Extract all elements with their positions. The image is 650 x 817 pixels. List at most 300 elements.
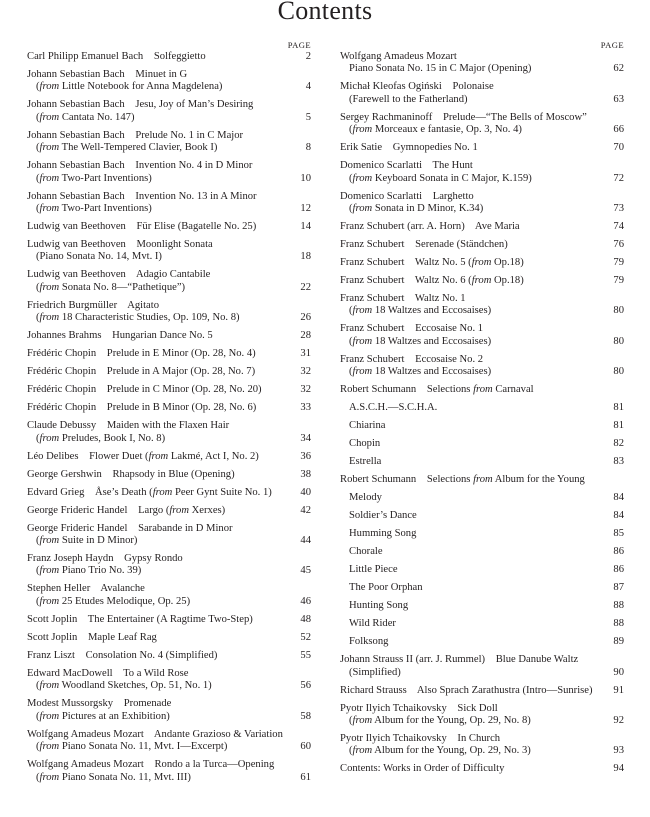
entry-source-line: (from Piano Sonata No. 11, Mvt. I—Excerpt) [36, 741, 228, 753]
toc-entry[interactable] [27, 650, 311, 662]
toc-entry[interactable] [27, 366, 311, 378]
page-number: 58 [300, 710, 311, 722]
page-number: 46 [300, 595, 311, 607]
work-title: Sick Doll [457, 702, 498, 714]
composer: Frédéric Chopin [27, 366, 97, 378]
sub-entry-title: Soldier’s Dance [349, 510, 417, 522]
heading-text: Selections [426, 384, 471, 396]
toc-entry[interactable] [340, 685, 624, 697]
source-title: Sonata in D Minor, K.34) [374, 203, 484, 215]
page-number: 34 [300, 432, 311, 444]
entry-title-line [340, 323, 594, 335]
section-schumann-carnaval [340, 384, 624, 468]
from-label: from [39, 312, 60, 324]
composer: Pyotr Ilyich Tchaikovsky [340, 733, 447, 745]
composer: Ludwig van Beethoven [27, 269, 126, 281]
work-title: Largo ( [138, 504, 170, 516]
entry-title-line [340, 51, 594, 63]
source-title: 18 Characteristic Studies, Op. 109, No. 8) [61, 312, 240, 324]
heading-text: Selections [426, 474, 471, 486]
work-title: Solfeggietto [153, 51, 206, 62]
entry-title-line [340, 112, 594, 124]
composer: Michał Kleofas Ogiński [340, 81, 442, 93]
source-title: Cantata No. 147) [61, 111, 135, 123]
toc-sub-entry[interactable] [349, 564, 624, 576]
entry-title-line [27, 366, 281, 378]
entry-title-line [27, 487, 281, 499]
sub-entry-list [340, 402, 624, 468]
composer: Wolfgang Amadeus Mozart [340, 51, 457, 62]
source-title: Little Notebook for Anna Magdelena) [61, 81, 223, 93]
toc-entry[interactable] [27, 239, 311, 264]
toc-sub-entry[interactable] [349, 510, 624, 522]
sub-entry-title: Chopin [349, 438, 381, 450]
entry-source-line: (from Two-Part Inventions) [36, 203, 152, 215]
entry-title-line [340, 142, 594, 154]
sub-entry-title: Hunting Song [349, 600, 409, 612]
entry-title-line [27, 451, 281, 463]
composer: Scott Joplin [27, 613, 78, 625]
sub-entry-list [340, 492, 624, 648]
composer: Franz Schubert [340, 275, 405, 287]
toc-entry[interactable] [340, 733, 624, 758]
section-heading[interactable] [340, 384, 624, 396]
page-number: 84 [613, 510, 624, 522]
entry-source-line: (from Suite in D Minor) [36, 535, 138, 547]
source-title: Woodland Sketches, Op. 51, No. 1) [61, 680, 212, 692]
sub-entry-title: Chiarina [349, 420, 386, 432]
page-number: 61 [300, 771, 311, 783]
work-source: Lakmé, Act I, No. 2) [170, 450, 259, 462]
composer: Franz Liszt [27, 649, 75, 661]
work-title: Waltz No. 1 [414, 293, 466, 305]
toc-entry[interactable] [340, 354, 624, 379]
entry-source-line [340, 94, 594, 106]
composer: Friedrich Burgmüller [27, 299, 118, 311]
work-title: Sarabande in D Minor [138, 522, 233, 534]
work-title: The Hunt [432, 160, 473, 172]
page-number: 55 [300, 649, 311, 661]
composer: Domenico Scarlatti [340, 160, 423, 172]
page-number: 44 [300, 535, 311, 547]
toc-entry[interactable] [27, 451, 311, 463]
entry-title-line [27, 650, 281, 662]
from-label: from [39, 142, 60, 154]
page-number: 12 [300, 203, 311, 215]
work-title: Prelude No. 1 in C Major [135, 129, 244, 141]
page-number: 85 [613, 528, 624, 540]
page-number: 62 [613, 63, 624, 75]
entry-title-line [27, 505, 281, 517]
page-number: 90 [613, 666, 624, 678]
work-title: Åse’s Death ( [95, 486, 153, 498]
entry-source-line: (from Cantata No. 147) [36, 111, 135, 123]
work-title: Consolation No. 4 (Simplified) [85, 649, 218, 661]
from-label: from [39, 81, 60, 93]
composer: Domenico Scarlatti [340, 190, 423, 202]
toc-entry[interactable] [340, 275, 624, 287]
composer: Ludwig van Beethoven [27, 239, 126, 251]
entry-source-line: (from Woodland Sketches, Op. 51, No. 1) [36, 680, 212, 692]
toc-entry[interactable] [27, 330, 311, 342]
sub-entry-title: Chorale [349, 546, 383, 558]
toc-entry[interactable] [27, 300, 311, 325]
contents-column-left [27, 40, 311, 790]
page-number: 28 [300, 330, 311, 342]
page-number: 74 [613, 221, 624, 233]
entry-title-line [340, 191, 594, 203]
composer: Claude Debussy [27, 420, 97, 432]
entry-title-line [27, 51, 281, 63]
page-column-header: PAGE [287, 40, 311, 50]
toc-entry[interactable] [27, 51, 311, 63]
toc-entry[interactable] [27, 487, 311, 499]
entry-title-line [340, 654, 594, 666]
page-number: 45 [300, 565, 311, 577]
from-label: from [39, 741, 60, 753]
entry-source-line: (from 25 Etudes Melodique, Op. 25) [36, 595, 191, 607]
entry-title-line [27, 759, 281, 771]
section-heading[interactable] [340, 474, 624, 486]
entry-title-line [27, 221, 281, 233]
from-label: from [39, 281, 60, 293]
from-label: from [471, 257, 492, 269]
toc-entry[interactable] [340, 703, 624, 728]
entry-title-line [27, 269, 281, 281]
composer: Erik Satie [340, 142, 383, 154]
entry-source-line: (from Piano Sonata No. 11, Mvt. III) [36, 771, 191, 783]
page-number: 40 [300, 486, 311, 498]
composer: Johann Sebastian Bach [27, 99, 125, 111]
work-title: Gymnopedies No. 1 [392, 142, 478, 154]
from-label: from [39, 111, 60, 123]
page-number: 22 [300, 281, 311, 293]
page-number: 91 [613, 684, 624, 696]
work-title: Adagio Cantabile [135, 269, 211, 281]
toc-entry[interactable] [27, 505, 311, 517]
page-number: 81 [613, 420, 624, 432]
page-number: 87 [613, 582, 624, 594]
page-number: 60 [300, 741, 311, 753]
composer: Sergey Rachmaninoff [340, 111, 433, 123]
sub-entry-title: Estrella [349, 456, 382, 468]
from-label: from [39, 565, 60, 577]
source-title: 18 Waltzes and Eccosaises) [374, 305, 492, 317]
toc-entry[interactable] [340, 142, 624, 154]
source-title: Piano Trio No. 39) [61, 565, 142, 577]
from-label: from [473, 474, 493, 486]
work-title: Eccosaise No. 2 [415, 353, 484, 365]
toc-entry[interactable] [27, 668, 311, 693]
from-label: from [169, 504, 189, 516]
from-label: from [39, 595, 60, 607]
composer: Léo Delibes [27, 450, 79, 462]
source-title: 18 Waltzes and Eccosaises) [374, 366, 492, 378]
toc-entry[interactable] [27, 384, 311, 396]
work-title: Rhapsody in Blue (Opening) [112, 468, 235, 480]
entry-source-line: (from 18 Waltzes and Eccosaises) [349, 305, 492, 317]
source-title: Preludes, Book I, No. 8) [61, 432, 166, 444]
composer: Stephen Heller [27, 583, 91, 595]
entry-source-line [27, 251, 281, 263]
toc-entry[interactable] [340, 81, 624, 106]
toc-sub-entry[interactable] [349, 420, 624, 432]
source-title: 25 Etudes Melodique, Op. 25) [61, 595, 191, 607]
from-label: from [39, 771, 60, 783]
work-title: Andante Grazioso & Variation [153, 728, 283, 740]
toc-entry[interactable] [27, 583, 311, 608]
toc-entry[interactable] [27, 99, 311, 124]
page-number: 84 [613, 492, 624, 504]
toc-entry[interactable] [27, 523, 311, 548]
source-title: (Farewell to the Fatherland) [349, 93, 468, 105]
source-title: Two-Part Inventions) [61, 172, 152, 184]
toc-entry[interactable] [27, 269, 311, 294]
toc-sub-entry[interactable] [349, 528, 624, 540]
page-number: 83 [613, 456, 624, 468]
work-title: To a Wild Rose [123, 667, 189, 679]
work-title: The Entertainer (A Ragtime Two-Step) [87, 613, 253, 625]
work-title: Für Elise (Bagatelle No. 25) [136, 221, 257, 233]
entry-source-line: (from Album for the Young, Op. 29, No. 8) [349, 715, 531, 727]
work-title: Prelude in A Major (Op. 28, No. 7) [106, 366, 256, 378]
collection-title: Album for the Young [494, 474, 585, 486]
page-number: 32 [300, 366, 311, 378]
entry-title-line [27, 469, 281, 481]
entry-source-line: (from The Well-Tempered Clavier, Book I) [36, 142, 218, 154]
entry-source-line: (from Keyboard Sonata in C Major, K.159) [349, 172, 532, 184]
entry-title-line [340, 685, 594, 697]
entry-title-line [27, 553, 281, 565]
composer: Franz Schubert [340, 353, 405, 365]
entry-title-line [27, 99, 281, 111]
toc-entry[interactable] [27, 614, 311, 626]
source-title: Sonata No. 8—“Pathetique”) [61, 281, 186, 293]
toc-entry[interactable] [27, 160, 311, 185]
entry-title-line [340, 160, 594, 172]
work-title: Prelude—“The Bells of Moscow” [442, 111, 587, 123]
toc-entry[interactable] [340, 763, 624, 775]
work-title: Moonlight Sonata [136, 239, 213, 251]
toc-entry[interactable] [340, 221, 624, 233]
toc-sub-entry[interactable] [349, 438, 624, 450]
toc-entry[interactable] [340, 191, 624, 216]
source-title: Piano Sonata No. 11, Mvt. I—Excerpt) [61, 741, 228, 753]
toc-entry[interactable] [27, 221, 311, 233]
composer: Franz Schubert [340, 323, 405, 335]
entry-title-line [27, 729, 281, 741]
entry-title-line [340, 763, 594, 775]
page-number: 14 [300, 221, 311, 233]
toc-entry[interactable] [340, 239, 624, 251]
toc-sub-entry[interactable] [349, 492, 624, 504]
from-label: from [352, 366, 373, 378]
from-label: from [352, 745, 373, 757]
toc-entry[interactable] [27, 469, 311, 481]
toc-entry[interactable] [340, 112, 624, 137]
toc-entry[interactable] [27, 348, 311, 360]
entry-title-line [27, 300, 281, 312]
work-title: Gypsy Rondo [124, 553, 183, 565]
page-number: 48 [300, 613, 311, 625]
from-label: from [352, 124, 373, 136]
entry-list-right-tail [340, 654, 624, 776]
toc-sub-entry[interactable] [349, 546, 624, 558]
page-number: 88 [613, 600, 624, 612]
page-number: 8 [305, 142, 311, 154]
work-title: Avalanche [100, 583, 145, 595]
from-label: from [352, 715, 373, 727]
page-number: 92 [613, 715, 624, 727]
toc-entry[interactable] [340, 51, 624, 76]
entry-source-line [340, 63, 594, 75]
toc-entry[interactable] [27, 191, 311, 216]
from-label: from [148, 450, 169, 462]
entry-title-line [340, 354, 594, 366]
entry-title-line [27, 191, 281, 203]
from-label: from [352, 203, 373, 215]
toc-sub-entry[interactable] [349, 402, 624, 414]
from-label: from [39, 172, 60, 184]
entry-title-line [27, 69, 281, 81]
from-label: from [39, 680, 60, 692]
composer: Edvard Grieg [27, 486, 85, 498]
entry-title-line [340, 221, 594, 233]
composer: Pyotr Ilyich Tchaikovsky [340, 702, 447, 714]
toc-entry[interactable] [27, 553, 311, 578]
composer: Frédéric Chopin [27, 348, 97, 360]
page-number: 81 [613, 402, 624, 414]
sub-entry-title: Humming Song [349, 528, 417, 540]
entry-source-line: (from Sonata in D Minor, K.34) [349, 203, 484, 215]
entry-title-line [340, 733, 594, 745]
composer: Franz Joseph Haydn [27, 553, 114, 565]
entry-source-line: (from 18 Waltzes and Eccosaises) [349, 335, 492, 347]
page-number: 73 [613, 203, 624, 215]
composer: Johann Strauss II (arr. J. Rummel) [340, 654, 486, 666]
toc-entry[interactable] [27, 632, 311, 644]
page-number: 76 [613, 239, 624, 251]
composer: Scott Joplin [27, 631, 78, 643]
entry-source-line: (from Little Notebook for Anna Magdelena) [36, 81, 223, 93]
entry-source-line: (from Morceaux e fantasie, Op. 3, No. 4) [349, 124, 522, 136]
page-number: 10 [300, 172, 311, 184]
toc-sub-entry[interactable] [349, 600, 624, 612]
page-number: 33 [300, 402, 311, 414]
source-title: Keyboard Sonata in C Major, K.159) [374, 172, 532, 184]
work-title: Eccosaise No. 1 [415, 323, 484, 335]
entry-title-line [27, 160, 281, 172]
page-number: 80 [613, 305, 624, 317]
toc-sub-entry[interactable] [349, 618, 624, 630]
work-source: Peer Gynt Suite No. 1) [174, 486, 272, 498]
entry-title-line [27, 130, 281, 142]
composer: Johann Sebastian Bach [27, 190, 125, 202]
composer: Robert Schumann [340, 384, 417, 396]
from-label: from [39, 432, 60, 444]
entry-title-line [27, 668, 281, 680]
page-number: 86 [613, 564, 624, 576]
sub-entry-title: Wild Rider [349, 618, 396, 630]
composer: Johann Sebastian Bach [27, 160, 125, 172]
toc-entry[interactable] [340, 257, 624, 269]
source-title: (Piano Sonata No. 14, Mvt. I) [36, 251, 162, 263]
toc-sub-entry[interactable] [349, 636, 624, 648]
composer: Edward MacDowell [27, 667, 113, 679]
work-title: Larghetto [432, 190, 474, 202]
toc-entry[interactable] [340, 160, 624, 185]
toc-entry[interactable] [27, 420, 311, 445]
toc-entry[interactable] [340, 293, 624, 318]
page-title: Contents [277, 0, 373, 25]
toc-entry[interactable] [27, 69, 311, 94]
page-number: 63 [613, 93, 624, 105]
composer: Franz Schubert [340, 239, 405, 251]
work-title: Agitato [127, 299, 159, 311]
composer: Ludwig van Beethoven [27, 221, 126, 233]
page-number: 32 [300, 384, 311, 396]
toc-sub-entry[interactable] [349, 582, 624, 594]
collection-title: Carnaval [495, 384, 534, 396]
toc-entry[interactable] [340, 323, 624, 348]
page-number: 31 [300, 348, 311, 360]
source-title: Piano Sonata No. 11, Mvt. III) [61, 771, 191, 783]
entry-title-line [340, 293, 594, 305]
toc-entry[interactable] [27, 759, 311, 784]
page-number: 2 [305, 51, 311, 62]
entry-title-line [340, 257, 594, 269]
toc-entry[interactable] [27, 729, 311, 754]
entry-title-line [27, 384, 281, 396]
work-source: Op.18) [494, 257, 524, 269]
composer: George Frideric Handel [27, 504, 128, 516]
sub-entry-title: Little Piece [349, 564, 398, 576]
work-source: Xerxes) [191, 504, 226, 516]
composer: George Gershwin [27, 468, 102, 480]
entry-title-line [340, 275, 594, 287]
composer: Richard Strauss [340, 684, 407, 696]
page-number: 70 [613, 142, 624, 154]
from-label: from [39, 710, 60, 722]
entry-source-line: (from Piano Trio No. 39) [36, 565, 142, 577]
page-number: 94 [613, 763, 624, 775]
source-title: Two-Part Inventions) [61, 203, 152, 215]
page-number: 89 [613, 636, 624, 648]
composer: Johann Sebastian Bach [27, 129, 125, 141]
composer: Modest Mussorgsky [27, 698, 114, 710]
entry-title-line [340, 81, 594, 93]
from-label: from [152, 486, 173, 498]
work-title: Ave Maria [474, 221, 520, 233]
toc-sub-entry[interactable] [349, 456, 624, 468]
work-title: Prelude in B Minor (Op. 28, No. 6) [106, 402, 257, 414]
from-label: from [352, 172, 373, 184]
page-number: 88 [613, 618, 624, 630]
toc-entry[interactable] [340, 654, 624, 679]
toc-entry[interactable] [27, 130, 311, 155]
source-title: Album for the Young, Op. 29, No. 3) [374, 745, 531, 757]
page-number: 56 [300, 680, 311, 692]
toc-entry[interactable] [27, 402, 311, 414]
composer: Franz Schubert (arr. A. Horn) [340, 221, 465, 233]
sub-entry-title: A.S.C.H.—S.C.H.A. [349, 402, 438, 414]
source-title: Album for the Young, Op. 29, No. 8) [374, 715, 531, 727]
work-title: In Church [457, 733, 501, 745]
entry-title-line [27, 614, 281, 626]
entry-source-line: (from Album for the Young, Op. 29, No. 3) [349, 745, 531, 757]
toc-entry[interactable] [27, 698, 311, 723]
entry-source-line: (from Two-Part Inventions) [36, 172, 152, 184]
